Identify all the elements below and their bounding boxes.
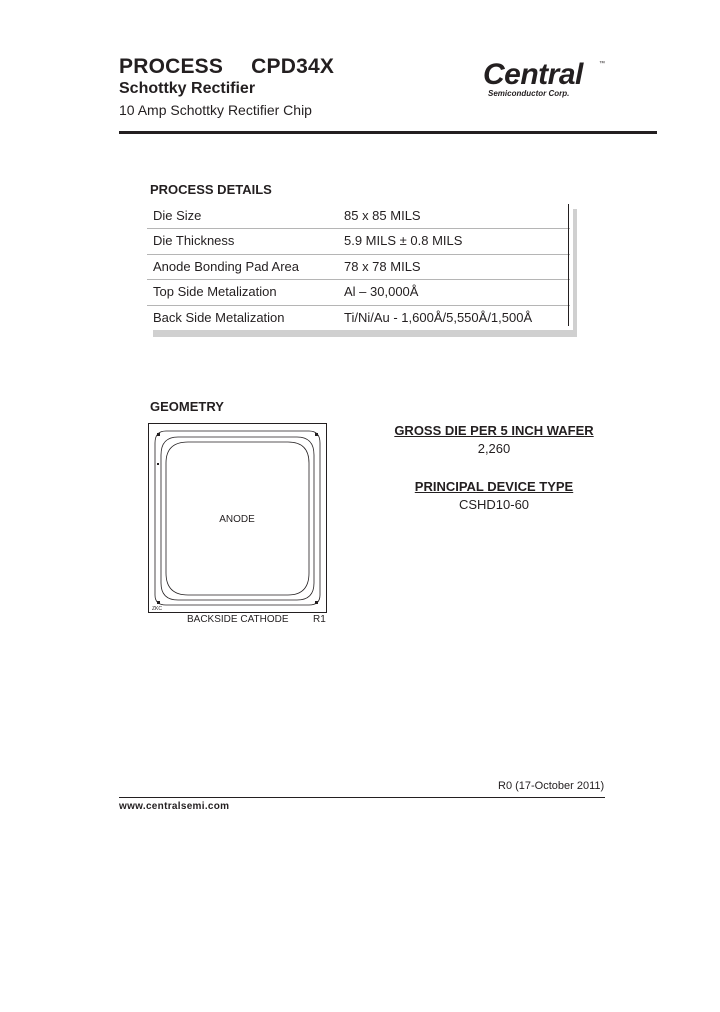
device-type-value: CSHD10-60 <box>458 497 530 512</box>
process-details-table <box>147 204 570 330</box>
table-right-border <box>568 204 569 326</box>
corner-mark <box>315 601 318 604</box>
gross-die-heading: GROSS DIE PER 5 INCH WAFER <box>394 423 594 438</box>
website-url: www.centralsemi.com <box>119 801 230 812</box>
corner-mark <box>157 601 160 604</box>
table-shadow-right <box>573 209 577 337</box>
row-value: Al – 30,000Å <box>344 284 419 300</box>
page-description: 10 Amp Schottky Rectifier Chip <box>119 102 312 118</box>
logo-name: Central <box>483 58 583 91</box>
geometry-heading: GEOMETRY <box>150 399 224 414</box>
logo-trademark: ™ <box>599 61 605 67</box>
device-type-heading: PRINCIPAL DEVICE TYPE <box>414 479 574 494</box>
row-value: 5.9 MILS ± 0.8 MILS <box>344 233 463 249</box>
company-logo <box>483 58 608 106</box>
revision-caption: R1 <box>313 614 326 625</box>
row-label: Back Side Metalization <box>153 309 285 325</box>
logo-subtitle: Semiconductor Corp. <box>488 89 570 98</box>
table-row <box>147 306 570 330</box>
backside-cathode-caption: BACKSIDE CATHODE <box>187 614 289 625</box>
table-shadow-bottom <box>153 330 577 337</box>
row-value: 78 x 78 MILS <box>344 258 421 274</box>
row-label: Die Thickness <box>153 233 235 249</box>
die-geometry-drawing <box>148 423 327 613</box>
corner-mark <box>157 433 160 436</box>
row-label: Anode Bonding Pad Area <box>153 258 300 274</box>
table-row <box>147 204 570 229</box>
gross-die-value: 2,260 <box>477 441 511 456</box>
header-divider <box>119 131 657 134</box>
row-value: 85 x 85 MILS <box>344 208 421 223</box>
page-subtitle: Schottky Rectifier <box>119 80 256 97</box>
row-value: Ti/Ni/Au - 1,600Å/5,550Å/1,500Å <box>344 309 533 325</box>
part-number: CPD34X <box>251 55 335 78</box>
row-label: Die Size <box>153 208 202 223</box>
corner-mark <box>315 433 318 436</box>
die-corner-label: ZKC <box>152 606 162 612</box>
row-label: Top Side Metalization <box>153 284 277 300</box>
anode-label: ANODE <box>219 514 255 525</box>
table-row <box>147 280 570 305</box>
page-title <box>119 55 334 79</box>
process-details-heading: PROCESS DETAILS <box>150 182 272 197</box>
table-row <box>147 255 570 280</box>
process-word: PROCESS <box>119 55 224 78</box>
footer-divider <box>119 797 605 798</box>
revision-date: R0 (17-October 2011) <box>498 780 605 792</box>
corner-mark <box>157 463 159 465</box>
table-row <box>147 229 570 254</box>
